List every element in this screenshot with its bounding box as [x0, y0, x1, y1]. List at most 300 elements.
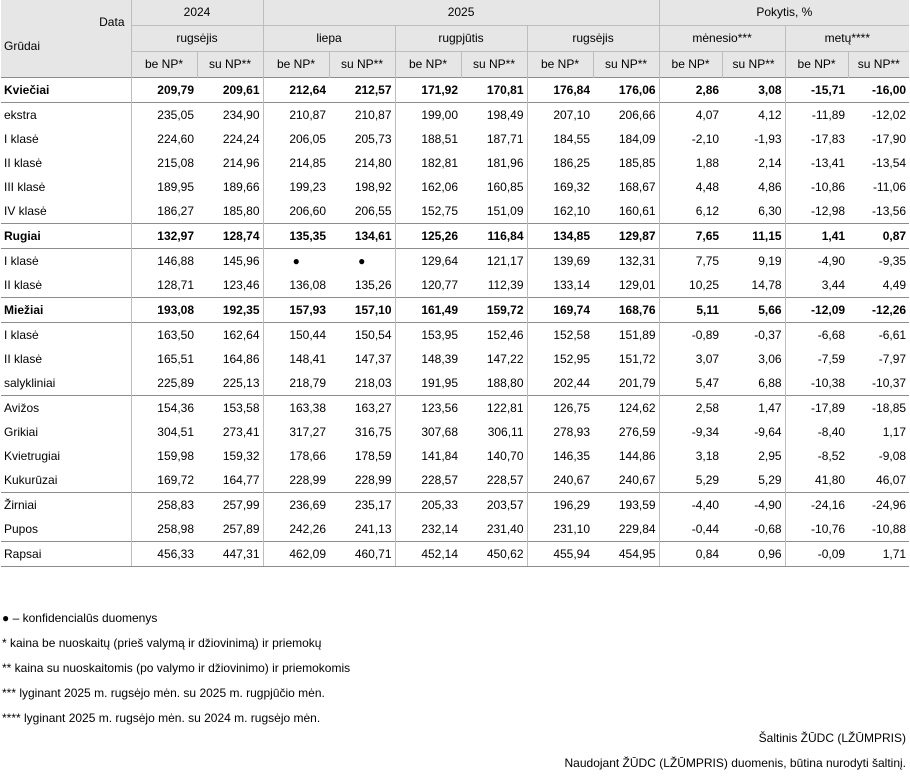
table-cell: 317,27	[263, 420, 329, 444]
table-cell: 257,89	[222, 522, 260, 536]
table-cell: -18,85	[848, 396, 909, 421]
table-cell: 276,59	[618, 425, 656, 439]
table-cell: 129,64	[395, 249, 461, 274]
table-cell: 240,67	[618, 473, 656, 487]
table-cell: 232,14	[395, 517, 461, 542]
table-cell: 141,84	[395, 444, 461, 468]
pokytis-header: Pokytis, %	[659, 0, 909, 26]
table-cell: -15,71	[785, 78, 848, 103]
table-cell: -0,37	[722, 323, 785, 348]
subcolumn-header: be NP*	[785, 52, 848, 78]
row-label: III klasė	[4, 180, 46, 194]
table-cell: 1,17	[882, 425, 907, 439]
footnote: * kaina be nuoskaitų (prieš valymą ir džiovinimą) ir priemokų	[2, 636, 322, 650]
table-cell: 228,99	[263, 468, 329, 493]
table-cell: 228,57	[395, 468, 461, 493]
table-cell: 3,18	[659, 444, 722, 468]
table-cell: 454,95	[593, 542, 659, 567]
table-cell: 1,47	[722, 396, 785, 421]
table-cell: 133,14	[527, 273, 593, 298]
table-row	[1, 249, 909, 274]
table-cell: 14,78	[751, 278, 782, 292]
table-cell: 3,06	[758, 352, 782, 366]
table-cell: 124,62	[593, 396, 659, 421]
month-header: rugsėjis	[131, 26, 263, 52]
table-cell: 203,57	[461, 493, 527, 518]
table-cell: -17,89	[785, 396, 848, 421]
table-cell: 128,71	[131, 273, 197, 298]
table-cell: 225,89	[131, 371, 197, 396]
table-cell: 236,69	[263, 493, 329, 518]
table-cell: 0,87	[848, 224, 909, 249]
table-cell: 126,75	[527, 396, 593, 421]
table-cell: 184,09	[618, 132, 656, 146]
table-cell: 122,81	[461, 396, 527, 421]
table-cell: 147,37	[354, 352, 392, 366]
table-row	[1, 396, 909, 421]
table-cell: 151,09	[486, 204, 524, 218]
table-cell: 162,06	[395, 175, 461, 199]
table-cell: 278,93	[527, 420, 593, 444]
table-cell: -7,59	[785, 347, 848, 371]
table-cell: -4,90	[722, 493, 785, 518]
table-cell: 188,51	[395, 127, 461, 151]
table-cell: 152,95	[527, 347, 593, 371]
table-cell: 206,66	[593, 103, 659, 128]
footnote: ** kaina su nuoskaitomis (po valymo ir džiovinimo) ir priemokomis	[2, 661, 351, 675]
table-cell: -9,34	[659, 420, 722, 444]
subcolumn-header: be NP*	[395, 52, 461, 78]
row-label: Pupos	[4, 522, 39, 536]
table-cell: 163,50	[131, 323, 197, 348]
row-label: II klasė	[4, 352, 43, 366]
table-row	[1, 224, 909, 249]
table-cell: 235,17	[329, 493, 395, 518]
table-cell: 189,95	[131, 175, 197, 199]
table-cell: 123,46	[222, 278, 260, 292]
table-cell: -6,68	[785, 323, 848, 348]
table-cell: -10,86	[785, 175, 848, 199]
table-cell: 161,49	[395, 298, 461, 323]
table-cell: 450,62	[461, 542, 527, 567]
table-cell: 229,84	[618, 522, 656, 536]
table-cell: 304,51	[131, 420, 197, 444]
corner-cell	[1, 0, 131, 78]
table-cell: -0,68	[754, 522, 782, 536]
table-cell: -2,10	[659, 127, 722, 151]
table-cell: -0,89	[659, 323, 722, 348]
year-2024-header: 2024	[131, 0, 263, 26]
table-cell: 1,88	[659, 151, 722, 175]
table-row	[1, 420, 909, 444]
table-cell: 0,96	[722, 542, 785, 567]
table-cell: 447,31	[197, 542, 263, 567]
table-cell: 150,44	[263, 323, 329, 348]
table-cell: 210,87	[263, 103, 329, 128]
table-cell: 185,85	[618, 156, 656, 170]
table-cell: 192,35	[197, 298, 263, 323]
table-cell: 206,05	[263, 127, 329, 151]
row-label: Grikiai	[4, 425, 39, 439]
table-cell: 199,00	[395, 103, 461, 128]
table-cell: 231,10	[527, 517, 593, 542]
table-row	[1, 444, 909, 468]
table-row	[1, 175, 909, 199]
table-row	[1, 493, 909, 518]
table-cell: -6,61	[848, 323, 909, 348]
table-cell: 3,44	[785, 273, 848, 298]
row-label: IV klasė	[4, 204, 47, 218]
table-cell: -12,98	[785, 199, 848, 224]
table-cell: 193,08	[131, 298, 197, 323]
table-cell: 209,79	[131, 78, 197, 103]
table-cell: -11,89	[785, 103, 848, 128]
table-cell: 159,72	[461, 298, 527, 323]
table-cell: 224,60	[131, 127, 197, 151]
table-cell: 187,71	[486, 132, 524, 146]
table-cell: ●	[329, 249, 395, 274]
table-cell: -12,26	[848, 298, 909, 323]
table-cell: 306,11	[487, 425, 524, 439]
table-cell: 231,40	[486, 522, 524, 536]
table-cell: 214,80	[354, 156, 392, 170]
table-cell: 6,12	[659, 199, 722, 224]
table-cell: 2,86	[659, 78, 722, 103]
table-cell: 160,85	[486, 180, 524, 194]
table-cell: 7,75	[659, 249, 722, 274]
table-cell: 10,25	[659, 273, 722, 298]
table-cell: 224,24	[222, 132, 260, 146]
table-cell: -24,16	[785, 493, 848, 518]
table-cell: 112,39	[487, 278, 524, 292]
corner-grudai-label: Grūdai	[4, 39, 41, 53]
table-cell: 120,77	[395, 273, 461, 298]
table-cell: 241,13	[354, 522, 392, 536]
table-cell: 210,87	[329, 103, 395, 128]
table-cell: -13,54	[872, 156, 907, 170]
table-row	[1, 468, 909, 493]
table-cell: -0,09	[785, 542, 848, 567]
change-month-header: mėnesio***	[659, 26, 785, 52]
table-cell: 234,90	[197, 103, 263, 128]
table-cell: 181,96	[486, 156, 524, 170]
table-cell: 178,66	[263, 444, 329, 468]
table-cell: 140,70	[486, 449, 524, 463]
subcolumn-header: su NP**	[461, 52, 527, 78]
table-cell: -10,76	[785, 517, 848, 542]
table-cell: 144,86	[618, 449, 656, 463]
row-label: I klasė	[1, 323, 131, 348]
table-cell: 205,73	[354, 132, 392, 146]
table-cell: 128,74	[197, 224, 263, 249]
table-cell: 165,51	[131, 347, 197, 371]
table-cell: 162,64	[197, 323, 263, 348]
table-cell: 0,84	[659, 542, 722, 567]
table-row	[1, 273, 909, 298]
table-cell: 1,71	[848, 542, 909, 567]
table-cell: -11,06	[872, 180, 907, 194]
table-cell: 153,95	[395, 323, 461, 348]
table-cell: 4,07	[659, 103, 722, 128]
table-cell: 178,59	[354, 449, 392, 463]
table-cell: 129,87	[593, 224, 659, 249]
table-cell: 218,03	[354, 376, 392, 390]
table-row	[1, 151, 909, 175]
table-cell: -24,96	[848, 493, 909, 518]
table-cell: 189,66	[222, 180, 260, 194]
row-label: II klasė	[4, 278, 43, 292]
table-cell: 116,84	[461, 224, 527, 249]
table-cell: 154,36	[131, 396, 197, 421]
table-cell: 132,97	[131, 224, 197, 249]
subcolumn-header: be NP*	[263, 52, 329, 78]
table-cell: 3,07	[659, 347, 722, 371]
corner-data-label: Data	[99, 15, 125, 29]
table-cell: 199,23	[263, 175, 329, 199]
table-cell: 257,99	[197, 493, 263, 518]
table-cell: 145,96	[197, 249, 263, 274]
table-cell: 207,10	[527, 103, 593, 128]
table-cell: 201,79	[618, 376, 656, 390]
table-cell: 235,05	[131, 103, 197, 128]
table-cell: 4,86	[758, 180, 782, 194]
table-row	[1, 371, 909, 396]
table-cell: 214,85	[263, 151, 329, 175]
table-cell: 214,96	[222, 156, 260, 170]
table-cell: 151,89	[593, 323, 659, 348]
table-cell: 146,88	[131, 249, 197, 274]
table-cell: 5,29	[659, 468, 722, 493]
table-row	[1, 78, 909, 103]
table-cell: 5,66	[722, 298, 785, 323]
table-cell: 41,80	[785, 468, 848, 493]
subcolumn-header: su NP**	[722, 52, 785, 78]
row-label: Kukurūzai	[4, 473, 58, 487]
table-cell: -4,40	[659, 493, 722, 518]
table-cell: 258,98	[131, 517, 197, 542]
table-cell: 228,99	[354, 473, 392, 487]
table-cell: 146,35	[527, 444, 593, 468]
table-cell: -8,40	[785, 420, 848, 444]
table-cell: 225,13	[222, 376, 260, 390]
table-cell: 4,12	[722, 103, 785, 128]
table-cell: -12,09	[785, 298, 848, 323]
table-cell: 152,46	[461, 323, 527, 348]
table-cell: -7,97	[878, 352, 907, 366]
table-cell: -9,35	[848, 249, 909, 274]
table-cell: -8,52	[785, 444, 848, 468]
table-cell: 218,79	[263, 371, 329, 396]
subcolumn-header: be NP*	[131, 52, 197, 78]
table-cell: 153,58	[197, 396, 263, 421]
subcolumn-header: su NP**	[593, 52, 659, 78]
table-cell: 135,35	[263, 224, 329, 249]
table-cell: 135,26	[354, 278, 392, 292]
subcolumn-header: su NP**	[848, 52, 909, 78]
table-cell: 188,80	[486, 376, 524, 390]
table-cell: 212,64	[263, 78, 329, 103]
month-header: liepa	[263, 26, 395, 52]
table-cell: 202,44	[527, 371, 593, 396]
table-cell: -4,90	[785, 249, 848, 274]
table-cell: 169,32	[527, 175, 593, 199]
table-cell: 134,85	[527, 224, 593, 249]
table-cell: 121,17	[461, 249, 527, 274]
table-cell: 147,22	[486, 352, 524, 366]
table-cell: 169,72	[131, 468, 197, 493]
table-row	[1, 127, 909, 151]
row-label: Rugiai	[1, 224, 131, 249]
table-cell: 462,09	[263, 542, 329, 567]
table-cell: -9,64	[754, 425, 782, 439]
table-cell: -10,37	[872, 376, 907, 390]
table-cell: 182,81	[395, 151, 461, 175]
table-cell: 164,77	[222, 473, 260, 487]
table-cell: 168,67	[618, 180, 656, 194]
row-label: Kvietrugiai	[4, 449, 61, 463]
table-cell: 159,32	[222, 449, 260, 463]
table-cell: 185,80	[222, 204, 260, 218]
change-year-header: metų****	[785, 26, 909, 52]
table-cell: -0,44	[659, 517, 722, 542]
table-cell: 184,55	[527, 127, 593, 151]
table-cell: 456,33	[131, 542, 197, 567]
table-cell: 2,58	[659, 396, 722, 421]
table-cell: 198,49	[461, 103, 527, 128]
table-cell: 7,65	[659, 224, 722, 249]
table-cell: 170,81	[461, 78, 527, 103]
table-cell: 240,67	[527, 468, 593, 493]
row-label: II klasė	[4, 156, 43, 170]
table-cell: 196,29	[527, 493, 593, 518]
table-cell: 157,10	[329, 298, 395, 323]
table-cell: 316,75	[354, 425, 392, 439]
row-label: Kviečiai	[1, 78, 131, 103]
table-cell: 4,48	[659, 175, 722, 199]
table-cell: 206,60	[263, 199, 329, 224]
footnotes	[2, 606, 350, 731]
table-cell: 209,61	[197, 78, 263, 103]
table-cell: 148,41	[263, 347, 329, 371]
table-cell: 164,86	[222, 352, 260, 366]
table-cell: -10,88	[872, 522, 907, 536]
table-row	[1, 517, 909, 542]
table-cell: 163,38	[263, 396, 329, 421]
table-cell: 9,19	[722, 249, 785, 274]
table-row	[1, 103, 909, 128]
table-cell: 460,71	[329, 542, 395, 567]
table-cell: 242,26	[263, 517, 329, 542]
row-label: I klasė	[1, 249, 131, 274]
table-cell: 157,93	[263, 298, 329, 323]
table-cell: 159,98	[131, 444, 197, 468]
table-cell: 46,07	[876, 473, 907, 487]
table-cell: 452,14	[395, 542, 461, 567]
table-cell: 11,15	[722, 224, 785, 249]
table-cell: 176,84	[527, 78, 593, 103]
table-cell: 6,88	[758, 376, 782, 390]
table-cell: 212,57	[329, 78, 395, 103]
table-cell: 191,95	[395, 371, 461, 396]
table-cell: 455,94	[527, 542, 593, 567]
row-label: Žirniai	[1, 493, 131, 518]
month-header: rugsėjis	[527, 26, 659, 52]
table-cell: 1,41	[785, 224, 848, 249]
table-cell: 307,68	[395, 420, 461, 444]
row-label: Miežiai	[1, 298, 131, 323]
row-label: salykliniai	[4, 376, 56, 390]
table-cell: 125,26	[395, 224, 461, 249]
table-row	[1, 542, 909, 567]
year-2025-header: 2025	[263, 0, 659, 26]
table-cell: -12,02	[848, 103, 909, 128]
table-cell: 206,55	[354, 204, 392, 218]
table-row	[1, 199, 909, 224]
table-cell: 150,54	[329, 323, 395, 348]
row-label: ekstra	[1, 103, 131, 128]
table-cell: 3,08	[722, 78, 785, 103]
table-cell: 2,14	[758, 156, 782, 170]
table-cell: -10,38	[785, 371, 848, 396]
table-cell: 171,92	[395, 78, 461, 103]
table-cell: 168,76	[593, 298, 659, 323]
subcolumn-header: be NP*	[659, 52, 722, 78]
table-cell: 176,06	[593, 78, 659, 103]
table-cell: 160,61	[618, 204, 656, 218]
table-cell: 198,92	[354, 180, 392, 194]
table-cell: 193,59	[593, 493, 659, 518]
table-cell: -17,83	[785, 127, 848, 151]
table-cell: 186,25	[527, 151, 593, 175]
table-cell: 129,01	[618, 278, 656, 292]
row-label: Rapsai	[1, 542, 131, 567]
table-cell: 205,33	[395, 493, 461, 518]
table-cell: -16,00	[848, 78, 909, 103]
table-cell: 215,08	[131, 151, 197, 175]
table-cell: 273,41	[222, 425, 260, 439]
table-cell: -17,90	[872, 132, 907, 146]
subcolumn-header: su NP**	[197, 52, 263, 78]
table-cell: -13,56	[872, 204, 907, 218]
table-cell: 258,83	[131, 493, 197, 518]
table-cell: 136,08	[263, 273, 329, 298]
table-row	[1, 323, 909, 348]
table-cell: 132,31	[593, 249, 659, 274]
table-cell: -9,08	[878, 449, 907, 463]
source-line: Šaltinis ŽŪDC (LŽŪMPRIS)	[758, 731, 906, 745]
table-cell: 162,10	[527, 199, 593, 224]
source-block	[565, 726, 906, 776]
table-cell: 134,61	[329, 224, 395, 249]
table-cell: 139,69	[527, 249, 593, 274]
table-row	[1, 347, 909, 371]
row-label: I klasė	[4, 132, 39, 146]
table-cell: ●	[263, 249, 329, 274]
table-cell: 5,47	[659, 371, 722, 396]
footnote: **** lyginant 2025 m. rugsėjo mėn. su 2024 m. rugsėjo mėn.	[2, 711, 321, 725]
table-cell: 228,57	[486, 473, 524, 487]
table-cell: 123,56	[395, 396, 461, 421]
row-label: Avižos	[1, 396, 131, 421]
table-cell: 4,49	[882, 278, 907, 292]
table-cell: 2,95	[758, 449, 782, 463]
table-cell: 6,30	[758, 204, 782, 218]
table-cell: 148,39	[395, 347, 461, 371]
table-cell: 186,27	[131, 199, 197, 224]
source-usage-line: Naudojant ŽŪDC (LŽŪMPRIS) duomenis, būtina nurodyti šaltinį.	[564, 756, 906, 770]
table-cell: 151,72	[618, 352, 656, 366]
table-cell: 152,75	[395, 199, 461, 224]
